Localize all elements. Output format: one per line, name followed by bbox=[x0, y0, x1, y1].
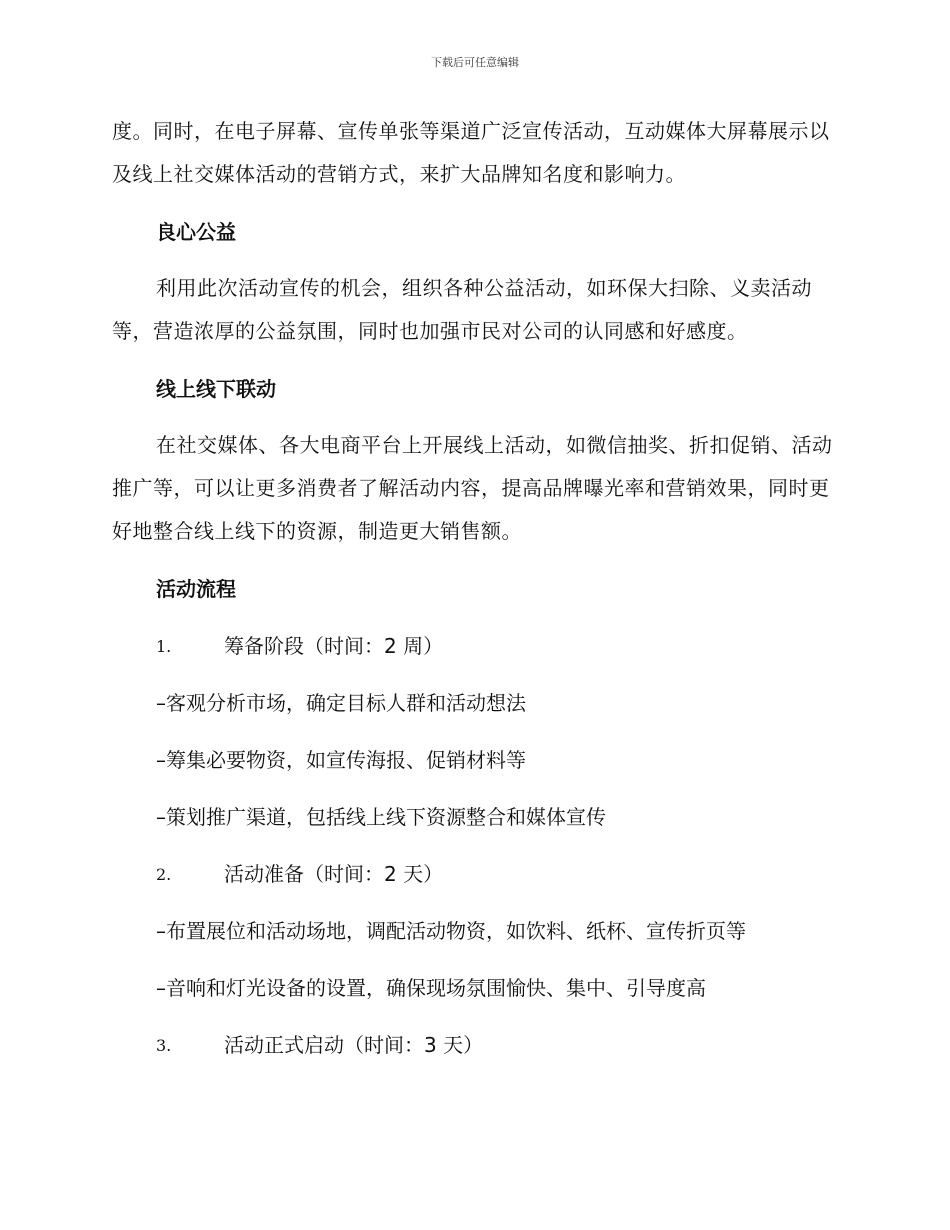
step-number: 1. bbox=[156, 637, 172, 656]
page-header: 下载后可任意编辑 bbox=[431, 56, 519, 69]
step-title: 筹备阶段（时间：2 周） bbox=[224, 634, 444, 658]
step-1-item-1: –客观分析市场，确定目标人群和活动想法 bbox=[156, 691, 526, 715]
step-title: 活动正式启动（时间：3 天） bbox=[224, 1033, 484, 1057]
paragraph-online-offline: 在社交媒体、各大电商平台上开展线上活动，如微信抽奖、折扣促销、活动推广等，可以让更多消费者了解活动内容，提高品牌曝光率和营销效果，同时更好地整合线上线下的资源，制造更大销售额。 bbox=[112, 433, 833, 543]
step-number: 3. bbox=[156, 1036, 172, 1055]
step-2-item-1: –布置展位和活动场地，调配活动物资，如饮料、纸杯、宣传折页等 bbox=[156, 919, 746, 943]
document-body bbox=[112, 110, 836, 1081]
heading-online-offline: 线上线下联动 bbox=[156, 377, 276, 401]
step-1-item-2: –筹集必要物资，如宣传海报、促销材料等 bbox=[156, 748, 526, 772]
step-number: 2. bbox=[156, 865, 172, 884]
step-3 bbox=[156, 1024, 836, 1067]
step-2 bbox=[156, 853, 836, 896]
step-1-item-3: –策划推广渠道，包括线上线下资源整合和媒体宣传 bbox=[156, 805, 606, 829]
step-2-item-2: –音响和灯光设备的设置，确保现场氛围愉快、集中、引导度高 bbox=[156, 976, 706, 1000]
heading-public-welfare: 良心公益 bbox=[156, 220, 236, 244]
step-title: 活动准备（时间：2 天） bbox=[224, 862, 444, 886]
heading-activity-flow: 活动流程 bbox=[156, 577, 236, 601]
paragraph-public-welfare: 利用此次活动宣传的机会，组织各种公益活动，如环保大扫除、义卖活动等，营造浓厚的公益氛围，同时也加强市民对公司的认同感和好感度。 bbox=[112, 276, 812, 343]
step-1 bbox=[156, 625, 836, 668]
paragraph-intro: 度。同时，在电子屏幕、宣传单张等渠道广泛宣传活动，互动媒体大屏幕展示以及线上社交媒体活动的营销方式，来扩大品牌知名度和影响力。 bbox=[112, 119, 830, 186]
